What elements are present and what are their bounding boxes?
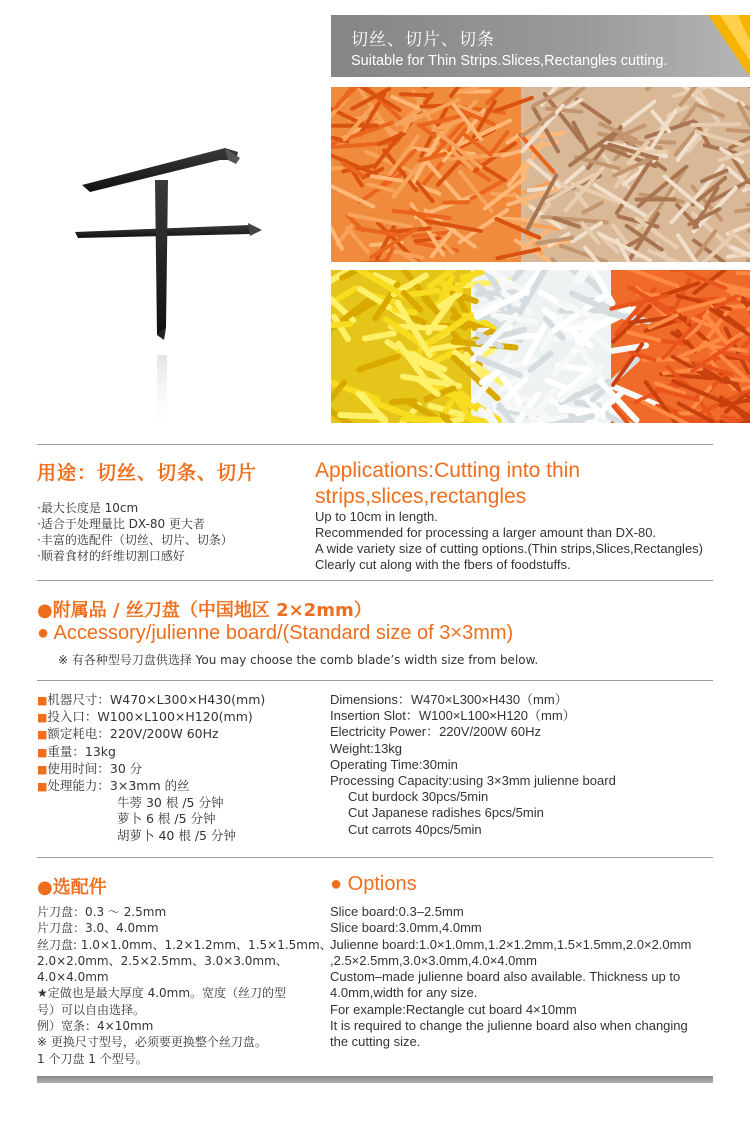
bullet-square-icon: ■: [37, 762, 48, 776]
list-item: ※ 更换尺寸型号，必须要更换整个丝刀盘。: [37, 1035, 267, 1050]
list-item-text: 牛蒡 30 根 /5 分钟: [117, 795, 224, 811]
options-list-en: [330, 904, 691, 1051]
list-item-text: 额定耗电：220V/200W 60Hz: [47, 726, 219, 742]
applications-title-cn: 用途：切丝、切条、切片: [37, 462, 258, 484]
list-item: [330, 757, 616, 773]
hero-section: [0, 0, 750, 430]
options-list-cn: [37, 904, 332, 1067]
list-item-text: 投入口：W100×L100×H120(mm): [47, 709, 253, 725]
carrot-burdock-strips-photo: [331, 87, 750, 262]
list-item: Recommended for processing a larger amount than DX-80.: [315, 525, 657, 540]
footer-bar: [37, 1076, 713, 1083]
list-item: 例）宽条：4×10mm: [37, 1019, 154, 1034]
list-item: 片刀盘：0.3 ～ 2.5mm: [37, 905, 167, 919]
specs-list-en: [330, 692, 616, 838]
list-item-text: 机器尺寸：W470×L300×H430(mm): [47, 692, 266, 707]
list-item-text: 萝卜 6 根 /5 分钟: [117, 811, 216, 827]
accessory-title-cn: ●附属品 / 丝刀盘（中国地区 2×2mm）: [37, 600, 372, 621]
list-item: the cutting size.: [330, 1034, 421, 1050]
list-item: [330, 724, 616, 740]
list-item: [37, 761, 265, 778]
list-item: [37, 709, 265, 726]
list-item: [330, 822, 616, 838]
list-item: ·最大长度是 10cm: [37, 501, 139, 515]
list-item: [330, 805, 616, 821]
list-item: 4.0mm,width for any size.: [330, 985, 478, 1001]
list-item: Custom–made julienne board also available. Thickness up to: [330, 969, 681, 985]
list-item: ★定做也是最大厚度 4.0mm。宽度（丝刀的型: [37, 986, 287, 1001]
list-item-text: 处理能力：3×3mm 的丝: [47, 778, 190, 794]
accessory-title-en: ● Accessory/julienne board/(Standard size of 3×3mm): [37, 622, 514, 644]
list-item: Slice board:0.3–2.5mm: [330, 904, 464, 919]
list-item-text: Weight:13kg: [330, 740, 403, 756]
pepper-radish-carrot-photo: [331, 270, 750, 423]
list-item: 号）可以自由选择。: [37, 1002, 146, 1017]
list-item: ·适合于处理量比 DX-80 更大者: [37, 517, 205, 531]
list-item: [37, 744, 265, 761]
list-item: [330, 741, 616, 757]
list-item: Clearly cut along with the fbers of foodstuffs.: [315, 557, 571, 572]
list-item: Slice board:3.0mm,4.0mm: [330, 920, 482, 936]
bullet-square-icon: ■: [37, 711, 48, 725]
list-item: 2.0×2.0mm、2.5×2.5mm、3.0×3.0mm、: [37, 953, 288, 968]
list-item-text: 胡萝卜 40 根 /5 分钟: [117, 827, 236, 843]
banner-title: 切丝、切片、切条: [351, 30, 495, 50]
list-item-text: Electricity Power：220V/200W 60Hz: [330, 724, 541, 740]
list-item: ·顺着食材的纤维切割口感好: [37, 549, 185, 563]
list-item-text: Operating Time:30min: [330, 756, 458, 772]
accessory-note: ※ 有各种型号刀盘供选择 You may choose the comb blade’s width size from below.: [58, 653, 539, 667]
list-item-text: Cut carrots 40pcs/5min: [348, 821, 482, 837]
list-item: 片刀盘：3.0、4.0mm: [37, 921, 159, 936]
yellow-corner-accent: [690, 15, 750, 77]
list-item-text: Insertion Slot：W100×L100×H120（mm）: [330, 708, 576, 724]
options-title-en: ● Options: [330, 873, 417, 895]
list-item: ,2.5×2.5mm,3.0×3.0mm,4.0×4.0mm: [330, 952, 538, 968]
list-item: [37, 692, 265, 709]
kanji-reflection: [60, 355, 280, 435]
list-item: 4.0×4.0mm: [37, 970, 109, 985]
list-item: [37, 778, 265, 795]
list-item-text: 重量：13kg: [47, 743, 116, 759]
divider: [37, 580, 713, 581]
banner-subtitle: Suitable for Thin Strips.Slices,Rectangles cutting.: [351, 53, 668, 69]
applications-title-en: Applications:Cutting into thin strips,slices,rectangles: [315, 459, 580, 508]
divider: [37, 857, 713, 858]
specs-list-cn: [37, 692, 265, 844]
list-item: A wide variety size of cutting options.(Thin strips,Slices,Rectangles): [315, 541, 704, 556]
options-title-cn: ●选配件: [37, 877, 107, 898]
list-item: [330, 692, 616, 708]
list-item: 丝刀盘: 1.0×1.0mm、1.2×1.2mm、1.5×1.5mm、: [37, 937, 332, 952]
list-item: For example:Rectangle cut board 4×10mm: [330, 1001, 577, 1017]
header-banner: [331, 15, 750, 77]
divider: [37, 444, 713, 445]
list-item-text: Dimensions：W470×L300×H430（mm）: [330, 692, 568, 707]
applications-list-cn: [37, 500, 233, 564]
list-item-text: Cut burdock 30pcs/5min: [348, 789, 489, 805]
list-item: [37, 726, 265, 743]
list-item: [330, 789, 616, 805]
list-item: [37, 811, 265, 827]
list-item: [330, 773, 616, 789]
bullet-square-icon: ■: [37, 728, 48, 742]
list-item-text: 使用时间：30 分: [47, 760, 143, 776]
list-item: It is required to change the julienne board also when changing: [330, 1018, 688, 1034]
bullet-square-icon: ■: [37, 780, 48, 794]
list-item-text: Cut Japanese radishes 6pcs/5min: [348, 805, 544, 821]
bullet-square-icon: ■: [37, 745, 48, 759]
list-item: Julienne board:1.0×1.0mm,1.2×1.2mm,1.5×1.5mm,2.0×2.0mm: [330, 936, 692, 952]
kanji-artwork: [60, 130, 280, 430]
list-item: ·丰富的选配件（切丝、切片、切条）: [37, 533, 233, 547]
list-item: [37, 828, 265, 844]
list-item-text: Processing Capacity:using 3×3mm julienne board: [330, 773, 616, 789]
applications-list-en: [315, 509, 703, 573]
list-item: [330, 708, 616, 724]
divider: [37, 680, 713, 681]
list-item: Up to 10cm in length.: [315, 509, 438, 524]
bullet-square-icon: ■: [37, 694, 48, 707]
list-item: [37, 795, 265, 811]
list-item: 1 个刀盘 1 个型号。: [37, 1051, 148, 1066]
kanji-qian-graphic: [60, 130, 280, 370]
